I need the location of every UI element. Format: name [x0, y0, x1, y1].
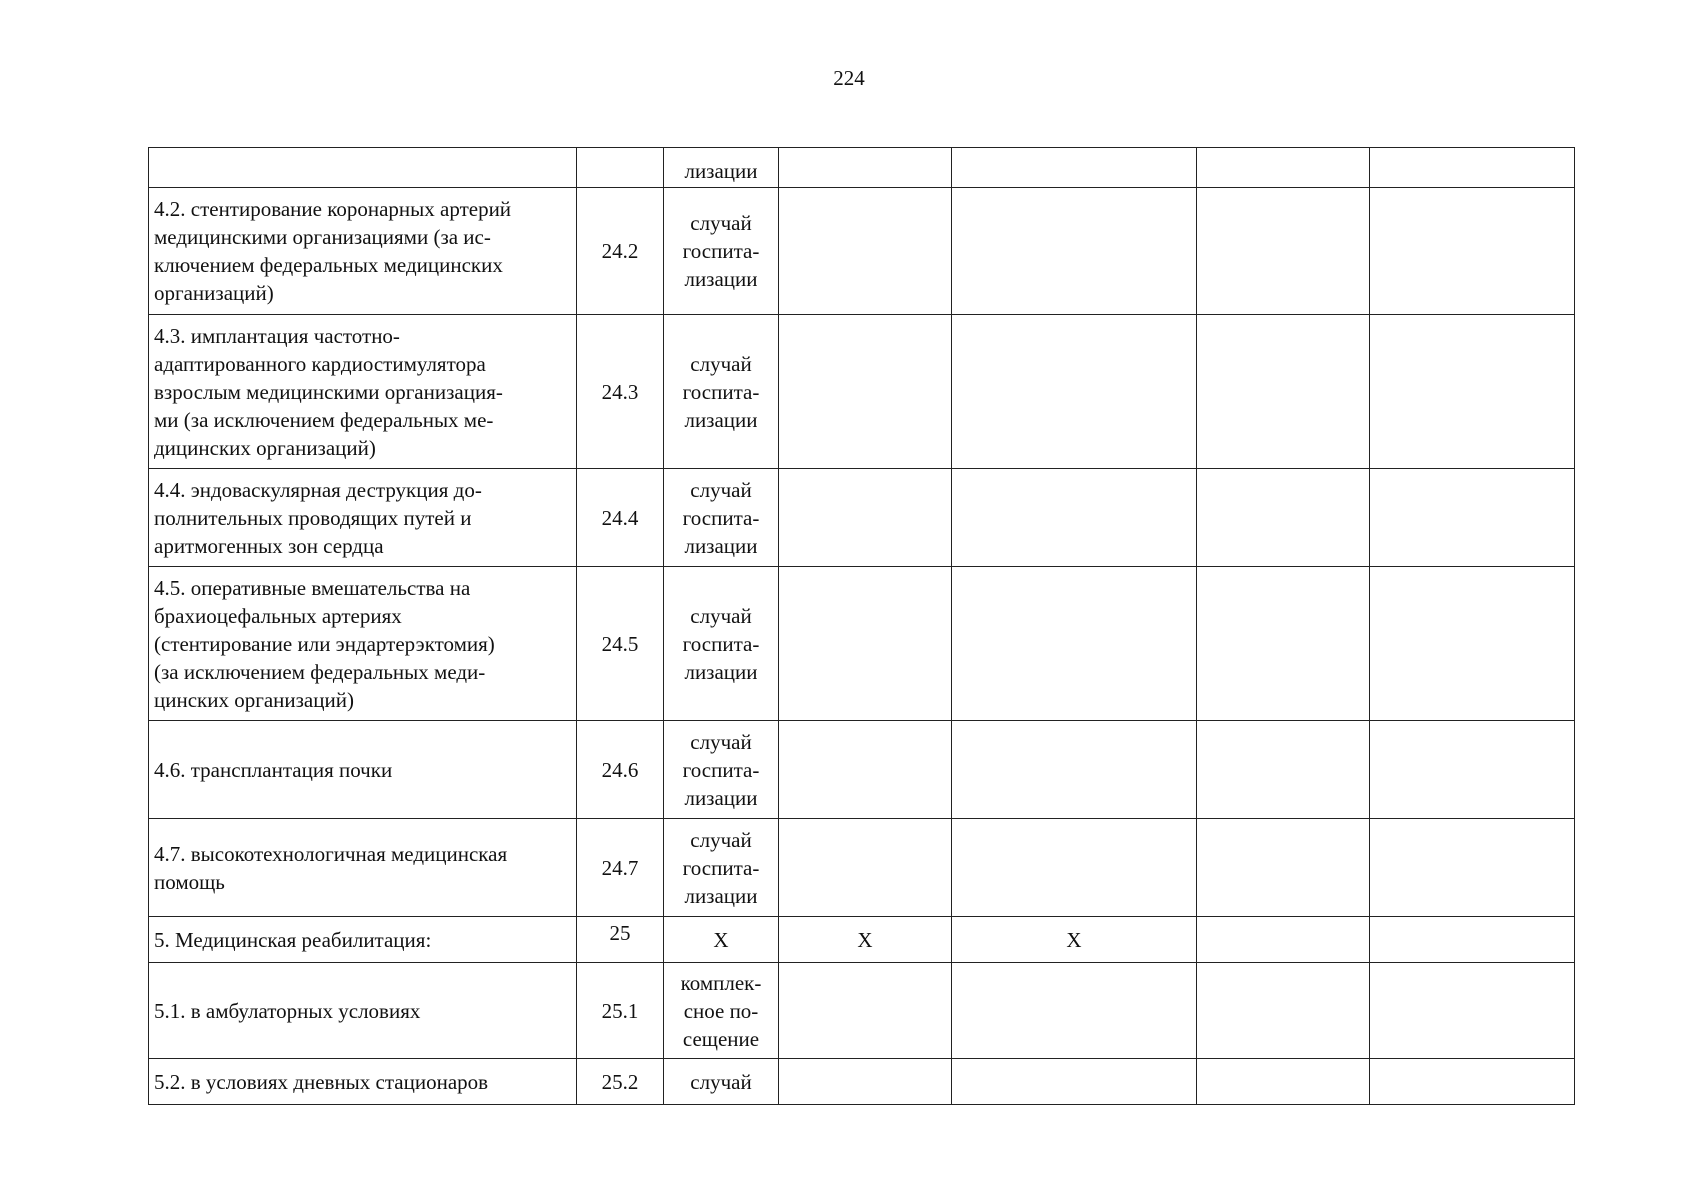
row-name-cell — [149, 963, 577, 1059]
row-name-cell — [149, 917, 577, 963]
row-unit-cell — [664, 567, 779, 721]
row-name-line: помощь — [154, 869, 225, 894]
row-value-cell — [952, 1059, 1197, 1105]
row-unit-line: лизации — [684, 659, 758, 684]
row-name-line: 4.6. трансплантация почки — [154, 757, 393, 782]
row-value-cell — [952, 315, 1197, 469]
row-code-cell: 24.5 — [577, 567, 664, 721]
row-unit-cell — [664, 721, 779, 819]
table-row — [149, 315, 1575, 469]
row-code-cell: 24.7 — [577, 819, 664, 917]
row-value-cell — [779, 721, 952, 819]
row-code-cell: 24.2 — [577, 188, 664, 315]
row-name-cell — [149, 188, 577, 315]
row-name-line: (стентирование или эндартерэктомия) — [154, 631, 495, 656]
row-value-cell — [1197, 917, 1370, 963]
row-name-cell — [149, 567, 577, 721]
row-unit-cell — [664, 315, 779, 469]
row-unit-cell — [664, 819, 779, 917]
row-value-cell — [952, 819, 1197, 917]
table-row — [149, 567, 1575, 721]
table-row — [149, 1059, 1575, 1105]
row-value-cell — [779, 469, 952, 567]
row-name-cell — [149, 148, 577, 188]
table-row — [149, 148, 1575, 188]
row-name-line: полнительных проводящих путей и — [154, 505, 472, 530]
row-value-cell — [1197, 148, 1370, 188]
row-unit-line: лизации — [684, 407, 758, 432]
row-value-cell — [1370, 315, 1575, 469]
row-value-cell — [1370, 567, 1575, 721]
row-name-line: 4.7. высокотехнологичная медицинская — [154, 841, 508, 866]
row-name-line: взрослым медицинскими организация- — [154, 379, 503, 404]
table-row — [149, 469, 1575, 567]
row-unit-line: лизации — [684, 267, 758, 291]
row-value-cell — [1197, 567, 1370, 721]
row-unit-line: случай — [690, 603, 752, 628]
row-name-cell — [149, 819, 577, 917]
row-unit-line: случай — [690, 1069, 752, 1094]
row-unit-line: сещение — [682, 1026, 760, 1051]
row-value-cell — [1370, 188, 1575, 315]
table-row — [149, 819, 1575, 917]
row-code-cell: 24.4 — [577, 469, 664, 567]
row-code-cell: 24.3 — [577, 315, 664, 469]
row-value-cell — [1370, 819, 1575, 917]
row-unit-line: случай — [690, 729, 752, 754]
table-body — [149, 148, 1575, 1105]
row-unit-cell — [664, 188, 779, 315]
row-unit-cell — [664, 917, 779, 963]
row-value-cell — [1370, 917, 1575, 963]
row-value-cell — [1197, 469, 1370, 567]
row-unit-line: лизации — [684, 883, 758, 908]
row-unit-line: сное по- — [683, 998, 759, 1023]
row-value-cell — [1197, 315, 1370, 469]
row-name-cell — [149, 469, 577, 567]
row-value-cell: X — [952, 917, 1197, 963]
row-name-line: ключением федеральных медицинских — [154, 253, 503, 277]
row-value-cell — [779, 567, 952, 721]
table-row — [149, 917, 1575, 963]
row-unit-line: госпита- — [682, 379, 760, 404]
row-unit-line: случай — [690, 351, 752, 376]
row-code-cell: 25.2 — [577, 1059, 664, 1105]
row-unit-line: госпита- — [682, 757, 760, 782]
row-unit-cell — [664, 148, 779, 188]
row-unit-line: случай — [690, 827, 752, 852]
row-value-cell — [952, 567, 1197, 721]
row-value-cell — [1197, 188, 1370, 315]
row-code-cell: 25 — [577, 917, 664, 963]
row-unit-cell — [664, 469, 779, 567]
row-unit-line: комплек- — [680, 970, 762, 995]
row-unit-line: случай — [690, 211, 752, 235]
row-value-cell — [1370, 148, 1575, 188]
row-unit-cell — [664, 1059, 779, 1105]
row-code-cell — [577, 148, 664, 188]
row-value-cell — [1197, 1059, 1370, 1105]
row-value-cell — [1197, 963, 1370, 1059]
row-unit-cell — [664, 963, 779, 1059]
row-value-cell — [952, 148, 1197, 188]
row-value-cell — [779, 963, 952, 1059]
row-value-cell — [1197, 819, 1370, 917]
row-name-cell — [149, 1059, 577, 1105]
table-row — [149, 188, 1575, 315]
row-name-line: 5. Медицинская реабилитация: — [154, 927, 432, 952]
row-value-cell — [1370, 721, 1575, 819]
row-unit-line: лизации — [684, 159, 758, 183]
row-unit-line: госпита- — [682, 239, 760, 263]
row-code-cell: 24.6 — [577, 721, 664, 819]
row-unit-line: госпита- — [682, 855, 760, 880]
row-value-cell — [1370, 469, 1575, 567]
row-value-cell — [779, 819, 952, 917]
row-unit-line: лизации — [684, 785, 758, 810]
row-value-cell — [1370, 963, 1575, 1059]
row-value-cell — [779, 188, 952, 315]
page-number: 224 — [833, 66, 865, 90]
row-name-line: 5.2. в условиях дневных стационаров — [154, 1069, 489, 1094]
row-code-cell: 25.1 — [577, 963, 664, 1059]
table-row — [149, 721, 1575, 819]
row-unit-line: лизации — [684, 533, 758, 558]
row-name-line: 5.1. в амбулаторных условиях — [154, 998, 421, 1023]
row-value-cell — [952, 963, 1197, 1059]
row-name-line: 4.3. имплантация частотно- — [154, 323, 400, 348]
row-name-line: 4.4. эндоваскулярная деструкция до- — [154, 477, 482, 502]
row-name-line: брахиоцефальных артериях — [154, 603, 402, 628]
row-name-line: организаций) — [154, 281, 274, 305]
row-name-line: адаптированного кардиостимулятора — [154, 351, 486, 376]
row-name-line: (за исключением федеральных меди- — [154, 659, 486, 684]
row-name-line: аритмогенных зон сердца — [154, 533, 384, 558]
row-name-line: дицинских организаций) — [154, 435, 376, 460]
row-name-line: 4.5. оперативные вмешательства на — [154, 575, 471, 600]
row-value-cell — [1197, 721, 1370, 819]
row-value-cell — [779, 1059, 952, 1105]
data-table — [148, 147, 1575, 1105]
row-value-cell — [779, 148, 952, 188]
row-name-cell — [149, 315, 577, 469]
row-name-line: медицинскими организациями (за ис- — [154, 225, 491, 249]
row-unit-line: госпита- — [682, 631, 760, 656]
row-value-cell — [952, 188, 1197, 315]
row-value-cell: X — [779, 917, 952, 963]
table-row — [149, 963, 1575, 1059]
row-value-cell — [952, 469, 1197, 567]
row-name-line: 4.2. стентирование коронарных артерий — [154, 197, 512, 221]
row-value-cell — [1370, 1059, 1575, 1105]
row-unit-line: X — [713, 927, 729, 952]
row-value-cell — [779, 315, 952, 469]
row-unit-line: случай — [690, 477, 752, 502]
row-name-cell — [149, 721, 577, 819]
row-name-line: цинских организаций) — [154, 687, 354, 712]
row-name-line: ми (за исключением федеральных ме- — [154, 407, 494, 432]
row-unit-line: госпита- — [682, 505, 760, 530]
row-value-cell — [952, 721, 1197, 819]
